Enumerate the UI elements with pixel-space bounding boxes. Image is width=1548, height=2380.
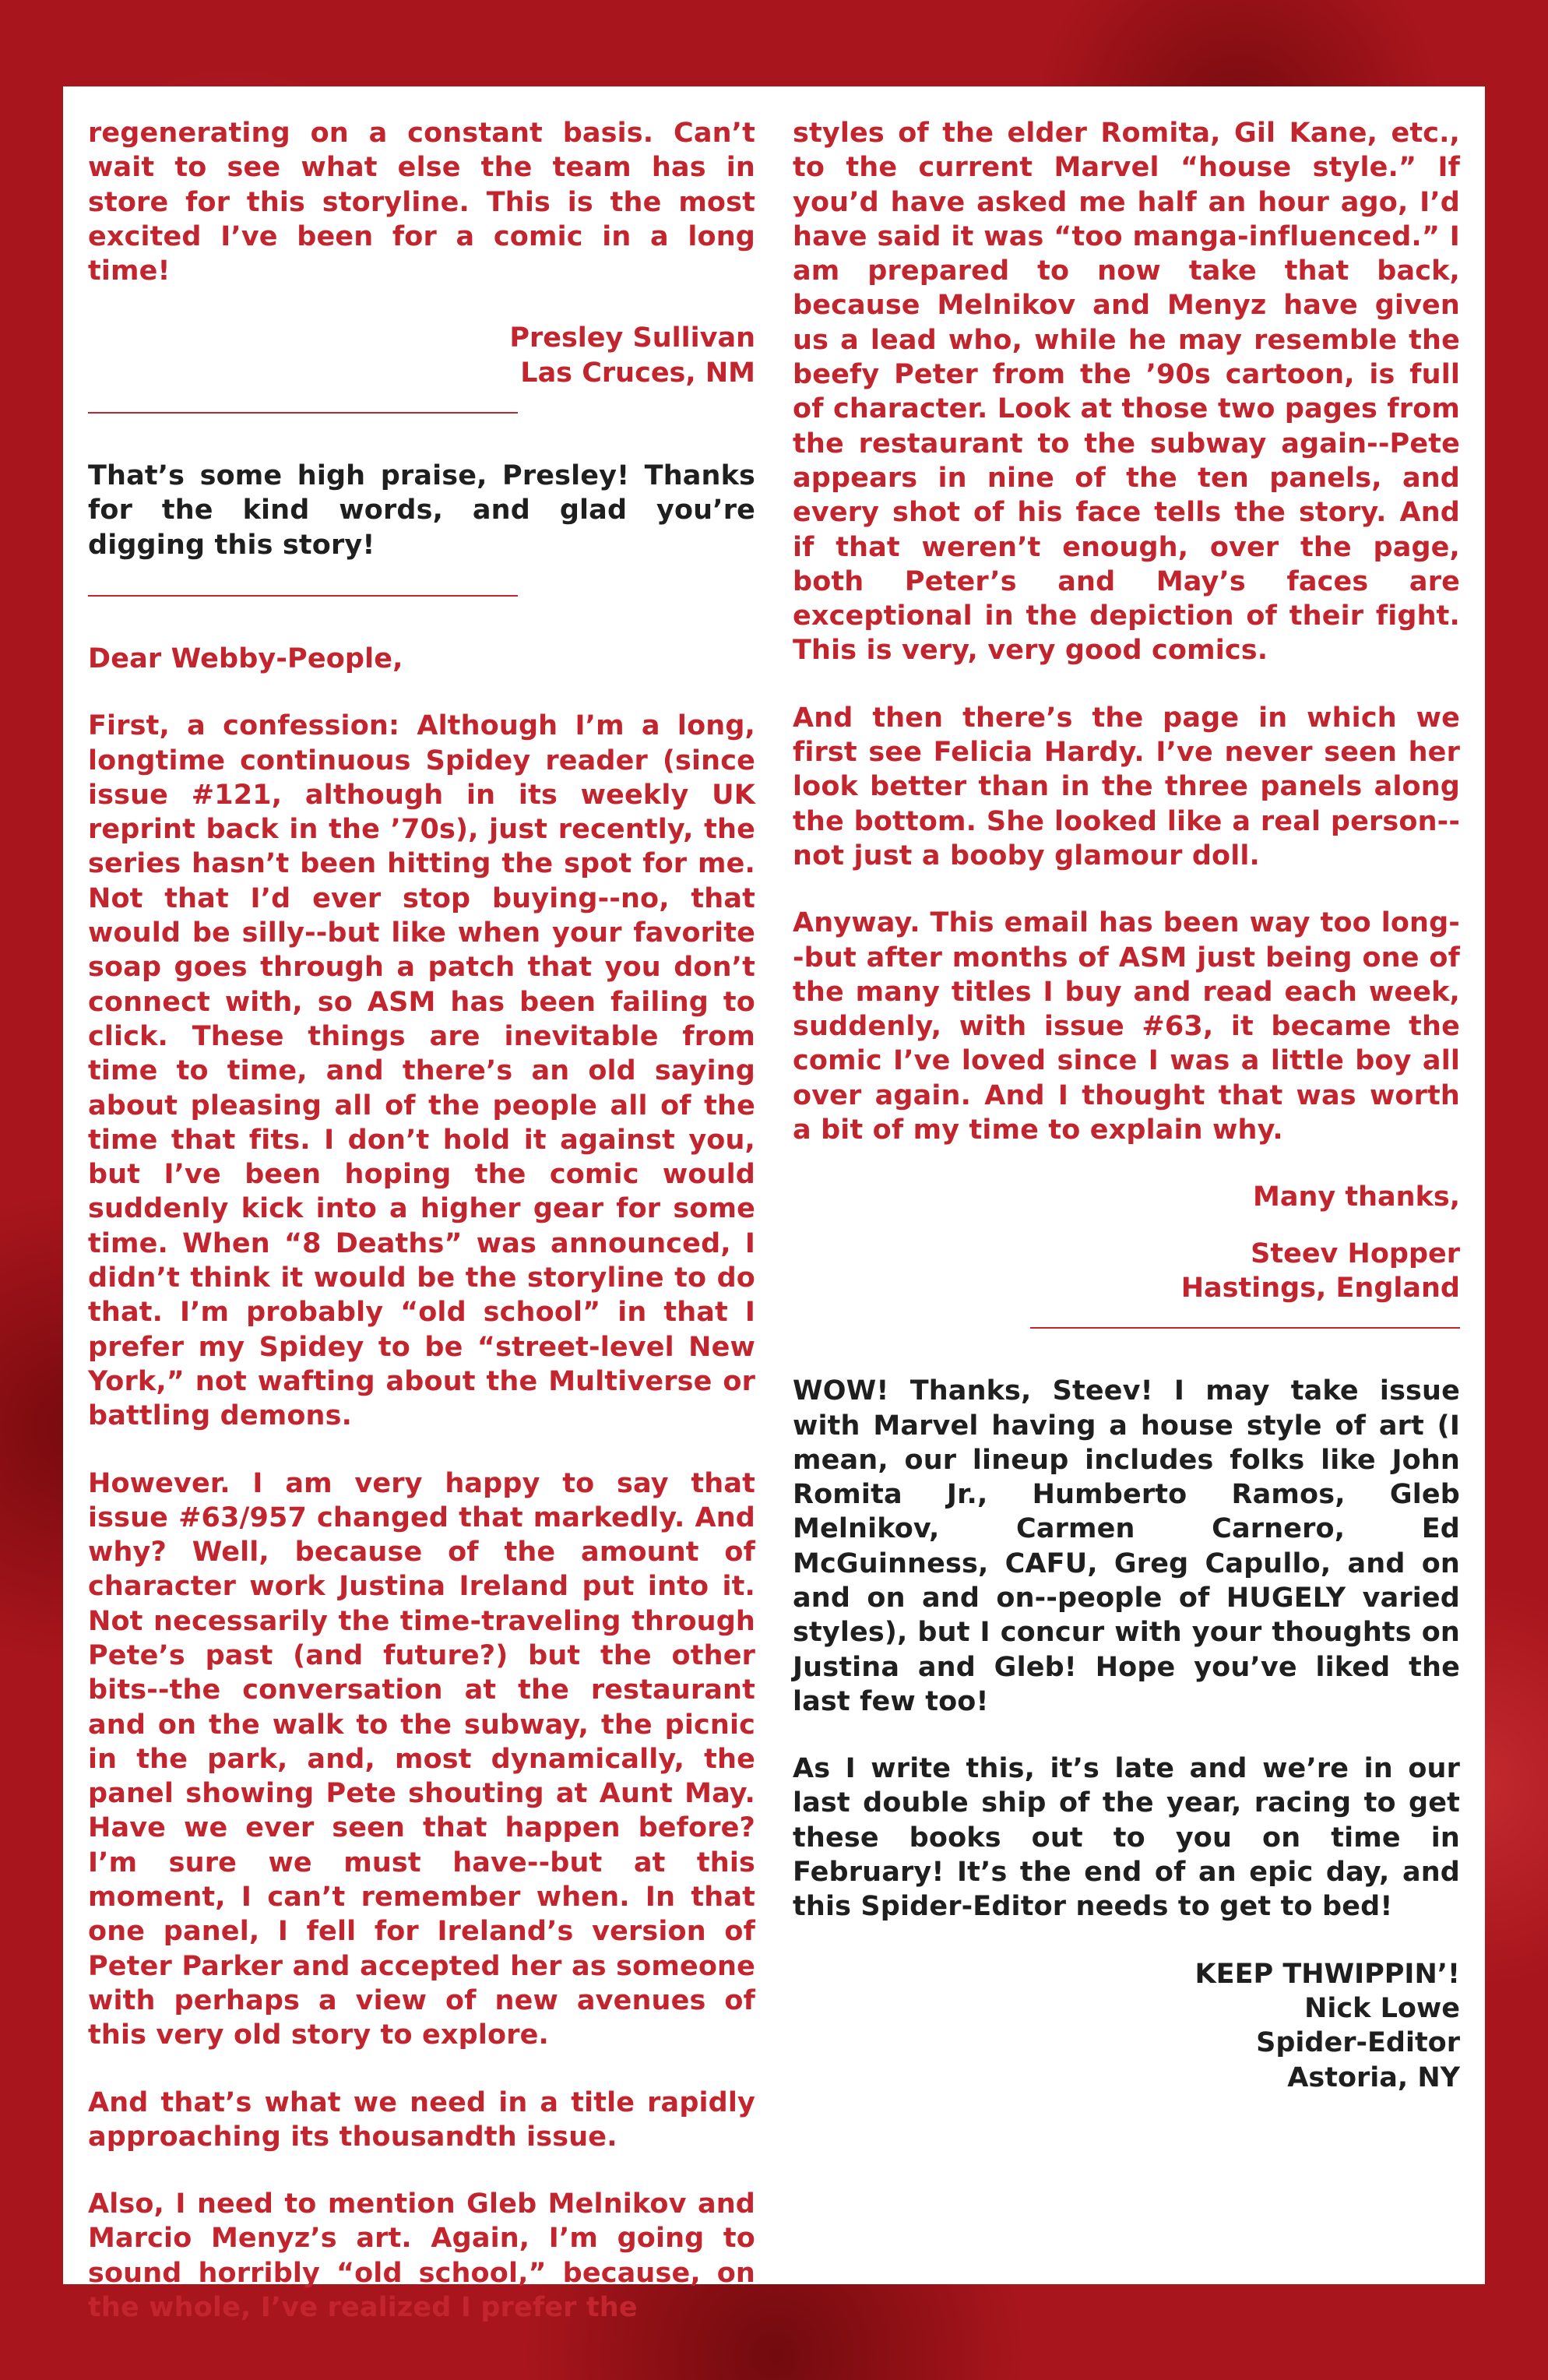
letter-paragraph: However. I am very happy to say that issue #63/957 changed that markedly. And why? Well, because of the amount of character work Justina Ireland put into it. Not necessarily the time-traveling through Pete’s past (and future?) but the other bits--the conversation at the restaurant and on the walk to the subway, the picnic in the park, and, most dynamically, the panel showing Pete shouting at Aunt May. Have we ever seen that happen before? I’m sure we must have--but at this moment, I can’t remember when. In that one panel, I fell for Ireland’s version of Peter Parker and accepted her as someone with perhaps a view of new avenues of this very old story to explore. [88, 1467, 755, 2051]
signature-name: Steev Hopper [1251, 1238, 1460, 1269]
letter-paragraph: Also, I need to mention Gleb Melnikov and Marcio Menyz’s art. Again, I’m going to sound horribly “old school,” because, on the whole, I’ve realized I prefer the [88, 2188, 755, 2324]
letter-paragraph: regenerating on a constant basis. Can’t wait to see what else the team has in store for this storyline. This is the most excited I’ve been for a comic in a long time! [88, 118, 755, 287]
signoff-line: KEEP THWIPPIN’! [1194, 1958, 1460, 1990]
reply-paragraph: As I write this, it’s late and we’re in our last double ship of the year, racing to get these books out to you on time in February! It’s the end of an epic day, and this Spider-Editor needs to get to bed! [793, 1753, 1460, 1923]
divider [88, 595, 518, 597]
editor-reply [793, 1374, 1460, 2095]
reply-paragraph: That’s some high praise, Presley! Thanks for the kind words, and glad you’re digging this story! [88, 460, 755, 561]
letter-steev [88, 642, 755, 2325]
editor-title: Spider-Editor [1256, 2027, 1460, 2059]
letter-paragraph: styles of the elder Romita, Gil Kane, etc., to the current Marvel “house style.” If you’d have asked me half an hour ago, I’d have said it was “too manga-influenced.” I am prepared to now take that back, because Melnikov and Menyz have given us a lead who, while he may resemble the beefy Peter from the ’90s cartoon, is full of character. Look at those two pages from the restaurant to the subway again--Pete appears in nine of the ten panels, and every shot of his face tells the story. And if that weren’t enough, over the page, both Peter’s and May’s faces are exceptional in the depiction of their fight. This is very, very good comics. [793, 118, 1460, 667]
letter-paragraph: And that’s what we need in a title rapidly approaching its thousandth issue. [88, 2086, 755, 2153]
letter-paragraph: And then there’s the page in which we first see Felicia Hardy. I’ve never seen her look better than in the three panels along the bottom. She looked like a real person--not just a booby glamour doll. [793, 702, 1460, 871]
letter-signature [793, 1237, 1460, 1306]
letter-paragraph: Anyway. This email has been way too long--but after months of ASM just being one of the many titles I buy and read each week, suddenly, with issue #63, it became the comic I’ve loved since I was a little boy all over again. And I thought that was worth a bit of my time to explain why. [793, 907, 1460, 1146]
editor-reply [88, 459, 755, 562]
letter-paragraph: First, a confession: Although I’m a long, longtime continuous Spidey reader (since issue #121, although in its weekly UK reprint back in the ’70s), just recently, the series hasn’t been hitting the spot for me. Not that I’d ever stop buying--no, that would be silly--but like when your favorite soap goes through a patch that you don’t connect with, so ASM has been failing to click. These things are inevitable from time to time, and there’s an old saying about pleasing all of the people all of the time that fits. I don’t hold it against you, but I’ve been hoping the comic would suddenly kick into a higher gear for some time. When “8 Deaths” was announced, I didn’t think it would be the storyline to do that. I’m probably “old school” in that I prefer my Spidey to be “street-level New York,” not wafting about the Multiverse or battling demons. [88, 710, 755, 1432]
signature-location: Hastings, England [1180, 1272, 1460, 1304]
signature-name: Presley Sullivan [509, 322, 755, 354]
right-column [793, 116, 1460, 2117]
signature-location: Las Cruces, NM [520, 357, 755, 389]
left-column [88, 116, 755, 2357]
editor-signoff [793, 1957, 1460, 2095]
letter-closing: Many thanks, [1253, 1181, 1460, 1213]
divider [88, 412, 518, 414]
letter-signature [88, 321, 755, 390]
letters-page [63, 86, 1485, 2324]
divider [1030, 1327, 1460, 1329]
reply-paragraph: WOW! Thanks, Steev! I may take issue with Marvel having a house style of art (I mean, our lineup includes folks like John Romita Jr., Humberto Ramos, Gleb Melnikov, Carmen Carnero, Ed McGuinness, CAFU, Greg Capullo, and on and on and on--people of HUGELY varied styles), but I concur with your thoughts on Justina and Gleb! Hope you’ve liked the last few too! [793, 1375, 1460, 1717]
letter-steev-continued [793, 116, 1460, 1305]
letter-salutation: Dear Webby-People, [88, 643, 403, 674]
editor-location: Astoria, NY [1287, 2061, 1460, 2093]
editor-name: Nick Lowe [1304, 1992, 1460, 2024]
letter-presley [88, 116, 755, 390]
